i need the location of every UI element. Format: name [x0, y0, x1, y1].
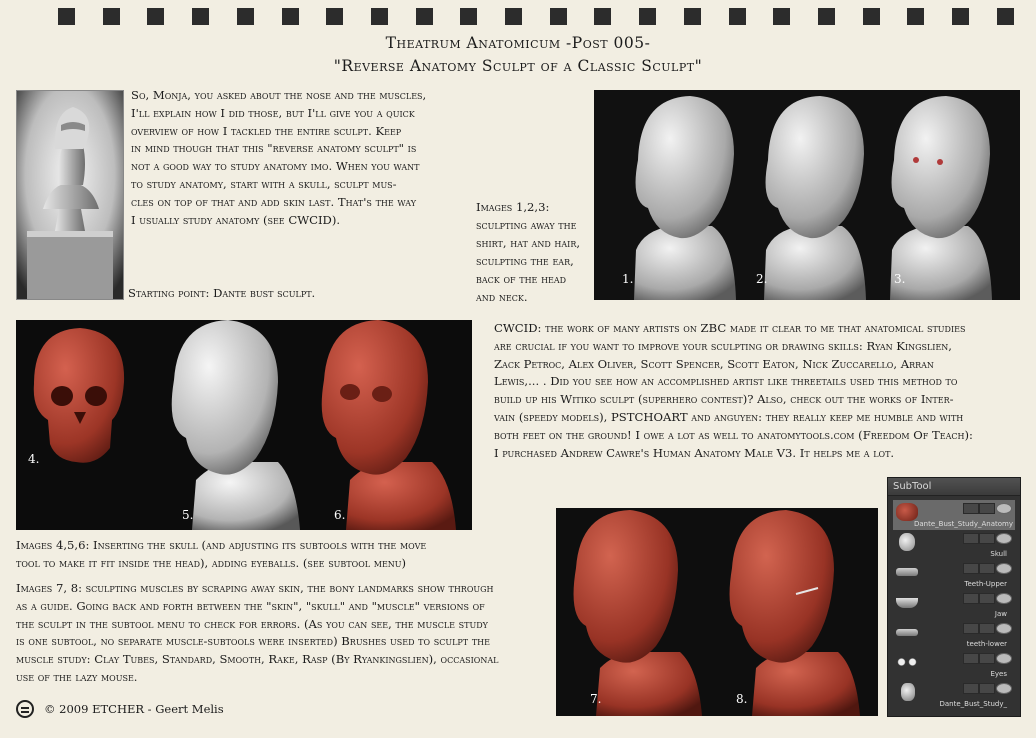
subtool-slot [979, 653, 995, 664]
subtool-label: Dante_Bust_Study_ [939, 700, 1007, 708]
subtool-label: Jaw [994, 610, 1007, 618]
image-number-4: 4. [28, 452, 40, 466]
cwcid-line: build up his Witiko sculpt (superhero contest)? Also, check out the works of Inter- [494, 392, 954, 407]
intro-line: to study anatomy, start with a skull, sculpt mus- [131, 176, 397, 191]
cwcid-line: I purchased Andrew Cawre's Human Anatomy Male V3. It helps me a lot. [494, 445, 895, 460]
notebook-hole [58, 8, 75, 25]
head-3 [890, 96, 992, 300]
subtool-slot [963, 503, 979, 514]
caption-line: Images 1,2,3: [476, 200, 550, 214]
subtool-label: Teeth-Upper [964, 580, 1007, 588]
cwcid-line: both feet on the ground! I owe a lot as well to anatomytools.com (Freedom Of Teach): [494, 427, 973, 442]
image-number-3: 3. [894, 272, 906, 286]
subtool-slot [963, 563, 979, 574]
eye-toggle-icon[interactable] [996, 533, 1012, 544]
eye-toggle-icon[interactable] [996, 653, 1012, 664]
notebook-hole [550, 8, 567, 25]
eye-toggle-icon[interactable] [996, 593, 1012, 604]
head-1 [634, 96, 736, 300]
image-number-5: 5. [182, 508, 194, 522]
caption-line: Images 4,5,6: Inserting the skull (and adjusting its subtools with the move [16, 538, 427, 552]
intro-text [131, 87, 461, 229]
notebook-hole [416, 8, 433, 25]
subtool-item[interactable] [893, 530, 1015, 560]
caption-line: muscle study: Clay Tubes, Standard, Smooth, Rake, Rasp (By Ryankingslien), occasional [16, 652, 499, 667]
image-dante-bust [16, 90, 124, 300]
intro-line: So, Monja, you asked about the nose and the muscles, [131, 88, 427, 102]
intro-line: I'll explain how I did those, but I'll give you a quick [131, 105, 415, 120]
notebook-hole [505, 8, 522, 25]
copyright-footer: © 2009 ETCHER - Geert Melis [44, 702, 224, 716]
caption-line: Images 7, 8: sculpting muscles by scraping away skin, the bony landmarks show through [16, 581, 494, 595]
eye-toggle-icon[interactable] [996, 683, 1012, 694]
image-number-6: 6. [334, 508, 346, 522]
notebook-hole [237, 8, 254, 25]
caption-line: and neck. [476, 290, 528, 304]
subtool-slot [963, 623, 979, 634]
notebook-hole [282, 8, 299, 25]
notebook-hole [818, 8, 835, 25]
notebook-hole [192, 8, 209, 25]
subtool-slot [963, 653, 979, 664]
notebook-hole [684, 8, 701, 25]
muscle-head-8 [730, 510, 860, 716]
notebook-holes [0, 8, 1036, 28]
intro-line: cles on top of that and add skin last. That's the way [131, 194, 416, 209]
subtool-label: Dante_Bust_Study_Anatomy [913, 520, 1013, 528]
eye-toggle-icon[interactable] [996, 623, 1012, 634]
notebook-hole [863, 8, 880, 25]
notebook-hole [460, 8, 477, 25]
head-thumbnail-icon [896, 503, 918, 521]
cwcid-line: are crucial if you want to improve your sculpting or drawing skills: Ryan Kingslien, [494, 338, 952, 353]
notebook-hole [773, 8, 790, 25]
translucent-head-with-skull [322, 320, 456, 530]
subtool-label: Eyes [990, 670, 1007, 678]
subtool-item[interactable] [893, 680, 1015, 710]
eye-toggle-icon[interactable] [996, 563, 1012, 574]
notebook-hole [907, 8, 924, 25]
teeth-thumbnail-icon [896, 629, 918, 636]
page-subtitle: "Reverse Anatomy Sculpt of a Classic Sculpt" [333, 57, 703, 75]
subtool-slot [979, 563, 995, 574]
eye-toggle-icon[interactable] [996, 503, 1012, 514]
head-2 [764, 96, 866, 300]
notebook-hole [371, 8, 388, 25]
caption-line: sculpting the ear, [476, 254, 574, 268]
image-heads-456 [16, 320, 472, 530]
notebook-hole [997, 8, 1014, 25]
caption-line: shirt, hat and hair, [476, 236, 581, 250]
image-number-7: 7. [590, 692, 602, 706]
marble-head [172, 320, 300, 530]
image-number-8: 8. [736, 692, 748, 706]
subtool-item[interactable] [893, 560, 1015, 590]
intro-line: in mind though that this "reverse anatomy sculpt" is [131, 141, 417, 156]
caption-images-456 [16, 537, 536, 573]
subtool-item[interactable] [893, 590, 1015, 620]
notebook-hole [639, 8, 656, 25]
notebook-hole [952, 8, 969, 25]
image-heads-123 [594, 90, 1020, 300]
notebook-hole [147, 8, 164, 25]
caption-line: use of the lazy mouse. [16, 669, 138, 684]
logo-icon [16, 700, 34, 718]
caption-line: as a guide. Going back and forth between the "skin", "skull" and "muscle" versions of [16, 598, 485, 613]
caption-line: is one subtool, no separate muscle-subtools were inserted) Brushes used to sculpt the [16, 634, 490, 649]
intro-line: overview of how I tackled the entire sculpt. Keep [131, 123, 402, 138]
image-number-2: 2. [756, 272, 768, 286]
subtool-slot [963, 593, 979, 604]
page-title: Theatrum Anatomicum -Post 005- [385, 34, 651, 52]
caption-images-78 [16, 580, 546, 687]
caption-starting-point: Starting point: Dante bust sculpt. [128, 286, 316, 300]
caption-line: tool to make it fit inside the head), adding eyeballs. (see subtool menu) [16, 555, 407, 570]
subtool-panel [887, 477, 1021, 717]
notebook-hole [103, 8, 120, 25]
subtool-item[interactable] [893, 500, 1015, 530]
muscle-head-7 [574, 510, 702, 716]
notebook-hole [594, 8, 611, 25]
notebook-hole [326, 8, 343, 25]
subtool-slot [979, 623, 995, 634]
cwcid-line: Zack Petroc, Alex Oliver, Scott Spencer, Scott Eaton, Nick Zuccarello, Arran [494, 356, 934, 371]
subtool-slot [979, 503, 995, 514]
subtool-slot [979, 683, 995, 694]
intro-line: not a good way to study anatomy imo. When you want [131, 159, 420, 174]
jaw-thumbnail-icon [896, 598, 918, 608]
subtool-label: Skull [990, 550, 1007, 558]
caption-line: back of the head [476, 272, 567, 286]
eyes-thumbnail-icon [896, 658, 918, 666]
subtool-label: teeth-lower [966, 640, 1007, 648]
cwcid-line: CWCID: the work of many artists on ZBC made it clear to me that anatomical studies [494, 321, 966, 335]
subtool-slot [963, 533, 979, 544]
cwcid-line: vain (speedy models), PSTCHOART and anguyen: they really keep me humble and with [494, 409, 964, 424]
cwcid-line: Lewis,... . Did you see how an accomplished artist like threetails used this method to [494, 374, 958, 389]
caption-line: sculpting away the [476, 218, 577, 232]
subtool-slot [979, 533, 995, 544]
cwcid-text [494, 320, 1024, 462]
notebook-hole [729, 8, 746, 25]
image-muscle-heads-78 [556, 508, 878, 716]
skull-thumbnail-icon [899, 533, 915, 551]
head-thumbnail-icon [901, 683, 915, 701]
subtool-title: SubTool [888, 478, 1020, 496]
caption-line: the sculpt in the subtool menu to check for errors. (As you can see, the muscle study [16, 616, 488, 631]
subtool-slot [979, 593, 995, 604]
intro-line: I usually study anatomy (see CWCID). [131, 212, 341, 227]
caption-images-123 [476, 198, 592, 306]
skull [34, 328, 124, 463]
subtool-item[interactable] [893, 650, 1015, 680]
image-number-1: 1. [622, 272, 634, 286]
teeth-thumbnail-icon [896, 568, 918, 576]
subtool-item[interactable] [893, 620, 1015, 650]
subtool-slot [963, 683, 979, 694]
